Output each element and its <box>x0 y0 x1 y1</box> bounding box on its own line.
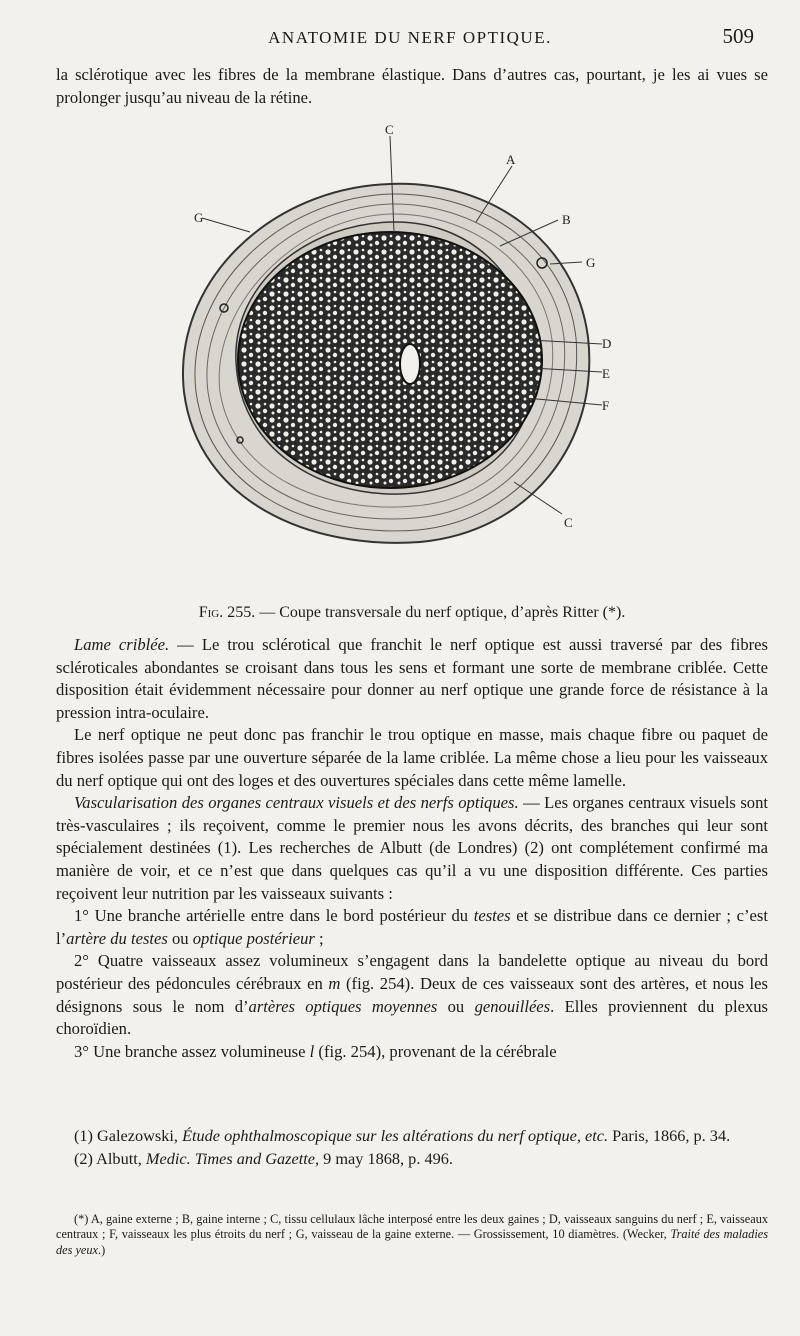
paragraph-text: . Elles proviennent du plexus choroïdien. <box>56 996 768 1039</box>
body-text <box>56 634 768 1063</box>
footnote-text: , 9 may 1868, p. 496. <box>315 1149 453 1168</box>
figure-label-g-left: G <box>194 210 204 225</box>
paragraph-item-1 <box>56 905 768 950</box>
italic-term: m <box>328 973 341 993</box>
running-title: ANATOMIE DU NERF OPTIQUE. <box>268 28 552 47</box>
paragraph-text: — Les organes centraux visuels sont très-vasculaires ; ils reçoivent, comme le premier nous les avons décrits, des branches qui leur sont spécialement destinées (1). Les recherches de Albutt (de Londres) (2) ont complétement confirmé ma manière de voir, et ce n’est que dans quelques cas qu’il a vu une disposition différente. Ces parties reçoivent leur nutrition par les vaisseaux suivants : <box>56 793 768 903</box>
figure-optic-nerve-section <box>170 122 610 592</box>
figure-legend-note <box>56 1212 768 1258</box>
paragraph-text: — Le trou sclérotical que franchit le nerf optique est aussi traversé par des fibres scléroticales abondantes se croisant dans tous les sens et formant une sorte de membrane criblée. Cette disposition était évidemment nécessaire pour donner au nerf optique une grande force de résistance à la pression intra-oculaire. <box>56 635 768 722</box>
footnote-text: Paris, 1866, p. 34. <box>608 1126 731 1145</box>
paragraph-text: (fig. 254), provenant de la cérébrale <box>314 1041 557 1061</box>
footnote-text: (1) Galezowski, <box>74 1126 183 1145</box>
page-header <box>60 24 760 54</box>
figure-label-f: F <box>602 398 610 413</box>
page-number: 509 <box>722 24 754 48</box>
footnote-2 <box>56 1147 768 1170</box>
section-title-lame-criblee: Lame criblée. <box>74 635 170 654</box>
italic-term: l <box>309 1041 315 1061</box>
paragraph-text: et se distribue dans ce dernier ; c’est l’ <box>56 906 768 948</box>
footnote-1 <box>56 1124 768 1147</box>
figure-label-a: A <box>506 152 516 167</box>
legend-text: .) <box>98 1242 106 1257</box>
figure-legend-text <box>56 1212 768 1258</box>
top-paragraph: la sclérotique avec les fibres de la membrane élastique. Dans d’autres cas, pourtant, je les ai vues se prolonger jusqu’au niveau de la rétine. <box>56 65 768 107</box>
italic-term: artères optiques moyennes <box>248 996 438 1016</box>
italic-term: testes <box>473 906 511 926</box>
paragraph-text: 2° Quatre vaisseaux assez volumineux s’engagent dans la bandelette optique au niveau du bord postérieur des pédoncules cérébraux en <box>56 951 768 993</box>
figure-caption-text: — Coupe transversale du nerf optique, d’après Ritter (*). <box>259 604 626 621</box>
paragraph-lame-criblee <box>56 634 768 724</box>
figure-label-e: E <box>602 366 610 381</box>
central-vessels <box>400 344 420 384</box>
legend-italic: Traité des maladies des yeux <box>56 1227 768 1257</box>
figure-label-g: G <box>586 255 596 270</box>
footnote-italic: Medic. Times and Gazette <box>145 1149 316 1168</box>
paragraph-item-3 <box>56 1041 768 1064</box>
figure-caption-number: Fig. 255. <box>198 604 256 621</box>
footnote-text: (2) Albutt, <box>74 1149 146 1168</box>
paragraph-item-2 <box>56 950 768 1040</box>
paragraph-text: 3° Une branche assez volumineuse <box>74 1041 310 1061</box>
figure-label-c: C <box>564 515 573 530</box>
figure-caption <box>56 604 768 622</box>
optic-nerve-illustration <box>170 122 610 592</box>
paragraph-vascularisation <box>56 792 768 905</box>
italic-term: optique postérieur <box>192 928 315 948</box>
paragraph-nerf-optique: Le nerf optique ne peut donc pas franchir le trou optique en masse, mais chaque fibre ou paquet de fibres isolées passe par une ouverture séparée de la lame criblée. La même chose a lieu pour les vaisseaux du nerf optique qui ont des loges et des ouvertures spéciales dans cette même lamelle. <box>56 725 768 790</box>
paragraph-text: 1° Une branche artérielle entre dans le bord postérieur du <box>74 906 474 926</box>
paragraph-text: (fig. 254). Deux de ces vaisseaux sont des artères, et nous les désignons sous le nom d’ <box>56 973 768 1016</box>
paragraph-text: ; <box>314 928 324 948</box>
italic-term: genouillées <box>474 996 551 1016</box>
footnotes <box>56 1124 768 1170</box>
nerve-bundles <box>238 232 542 488</box>
italic-term: artère du testes <box>66 928 168 948</box>
section-title-vascularisation: Vascularisation des organes centraux visuels et des nerfs optiques. <box>74 793 519 813</box>
figure-label-c-top: C <box>385 122 394 137</box>
legend-text: (*) A, gaine externe ; B, gaine interne ; C, tissu cellulaux lâche interposé entre les deux gaines ; D, vaisseaux sanguins du nerf ; E, vaisseaux centraux ; F, vaisseaux les plus étroits du nerf ; G, vaisseau de la gaine externe. — Grossissement, 10 diamètres. (Wecker, <box>56 1212 768 1242</box>
paragraph-text: ou <box>437 996 475 1016</box>
figure-label-b: B <box>562 212 571 227</box>
footnote-italic: Étude ophthalmoscopique sur les altérations du nerf optique, etc. <box>182 1126 609 1145</box>
paragraph-text: ou <box>167 928 193 948</box>
figure-label-d: D <box>602 336 612 351</box>
